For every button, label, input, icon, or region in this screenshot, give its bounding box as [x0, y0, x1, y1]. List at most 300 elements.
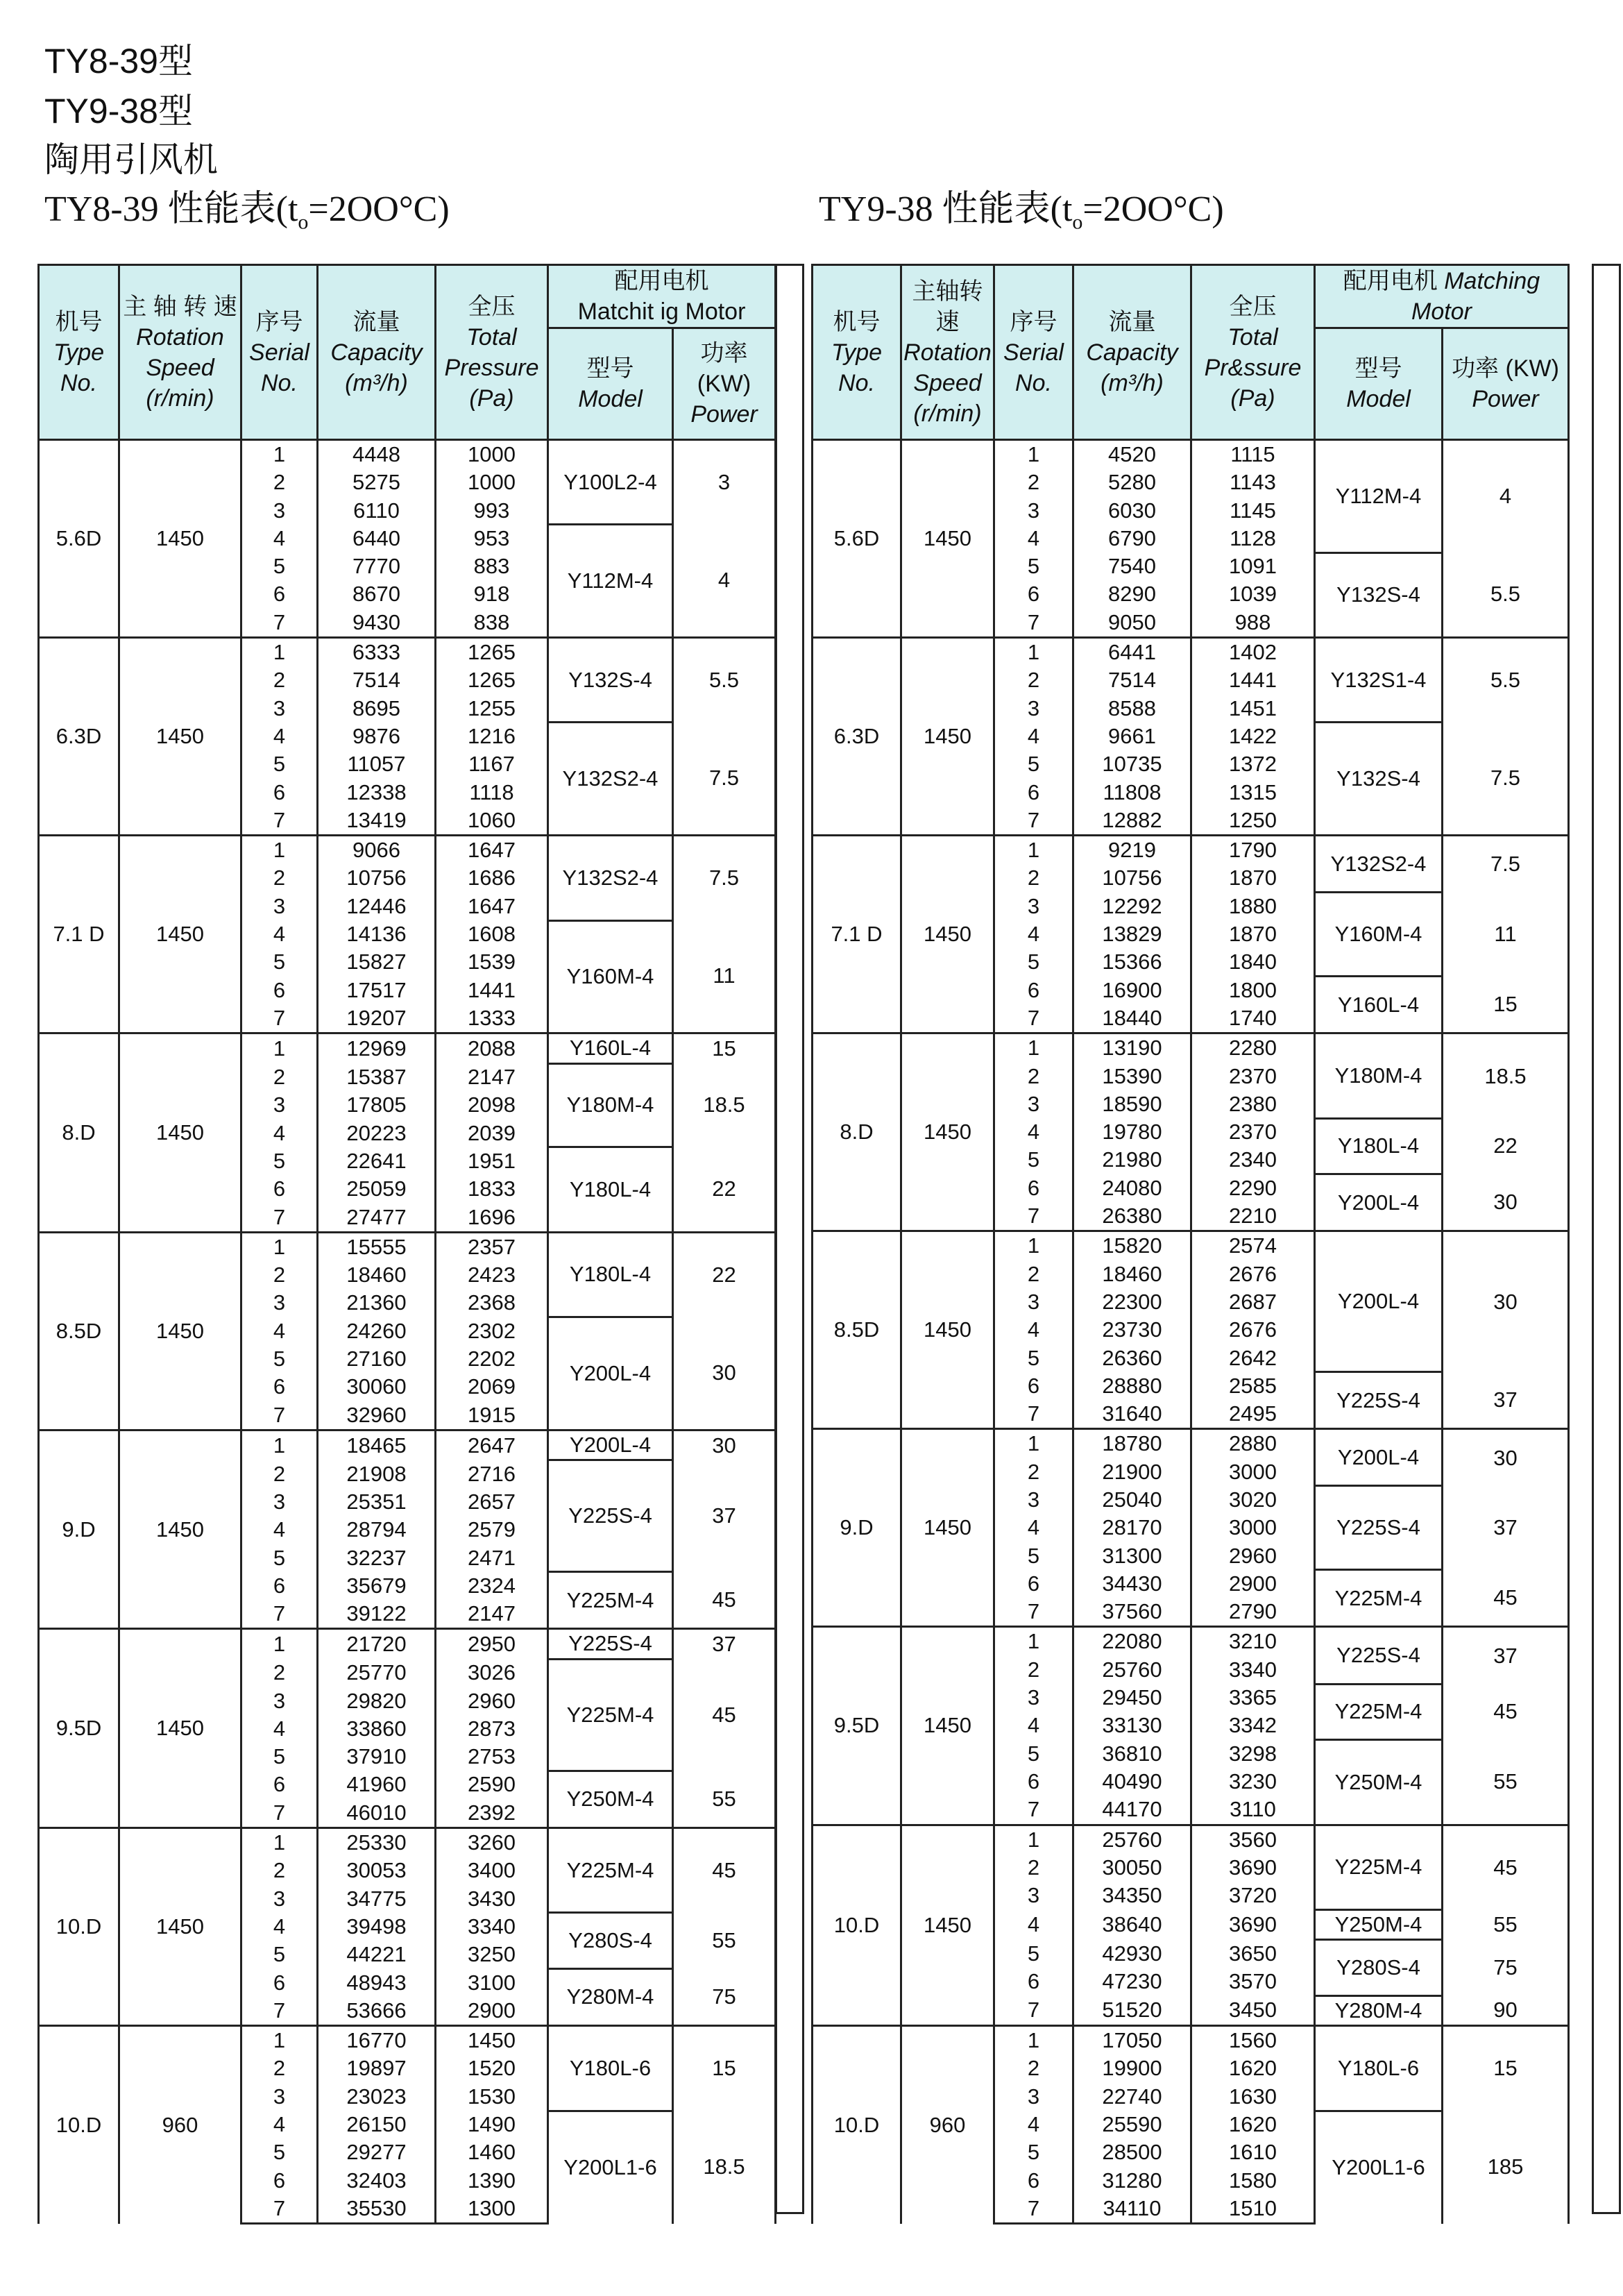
- capacity-cell: 9661: [1073, 723, 1191, 750]
- speed-cell: 960: [901, 2026, 994, 2224]
- pressure-cell: 2585: [1191, 1372, 1315, 1400]
- capacity-cell: 38640: [1073, 1909, 1191, 1939]
- pressure-cell: 2960: [1191, 1542, 1315, 1570]
- serial-cell: 3: [241, 497, 318, 525]
- pressure-cell: 1145: [1191, 497, 1315, 525]
- motor-power-cell: 45: [1443, 1684, 1569, 1740]
- capacity-cell: 18465: [318, 1430, 436, 1460]
- serial-cell: 4: [994, 2111, 1073, 2138]
- motor-power-cell: 75: [673, 1969, 776, 2026]
- title-fan-name: 陶用引风机: [44, 140, 218, 179]
- motor-power-cell: 55: [673, 1913, 776, 1969]
- pressure-cell: 2657: [436, 1488, 548, 1516]
- serial-cell: 1: [241, 1629, 318, 1659]
- capacity-cell: 44221: [318, 1941, 436, 1968]
- type-no-cell: 6.3D: [39, 638, 119, 836]
- capacity-cell: 33860: [318, 1715, 436, 1743]
- pressure-cell: 3020: [1191, 1486, 1315, 1514]
- serial-cell: 1: [241, 1232, 318, 1261]
- pressure-cell: 3690: [1191, 1854, 1315, 1882]
- motor-power-cell: 18.5: [673, 1063, 776, 1147]
- pressure-cell: 1880: [1191, 893, 1315, 920]
- motor-model-cell: Y132S-4: [548, 638, 673, 723]
- motor-power-cell: 7.5: [673, 836, 776, 920]
- capacity-cell: 7770: [318, 552, 436, 580]
- hdr-text: Rotation: [136, 323, 224, 351]
- pressure-cell: 3400: [436, 1857, 548, 1884]
- capacity-cell: 7540: [1073, 552, 1191, 580]
- type-no-cell: 10.D: [39, 1828, 119, 2026]
- capacity-cell: 18460: [1073, 1260, 1191, 1288]
- pressure-cell: 2579: [436, 1516, 548, 1544]
- serial-cell: 1: [994, 638, 1073, 667]
- capacity-cell: 28500: [1073, 2138, 1191, 2166]
- pressure-cell: 3340: [436, 1913, 548, 1941]
- pressure-cell: 1490: [436, 2111, 548, 2138]
- caption-right-prefix: TY9-38 性能表(t: [819, 189, 1073, 229]
- pressure-cell: 3260: [436, 1828, 548, 1857]
- capacity-cell: 37560: [1073, 1598, 1191, 1627]
- serial-cell: 3: [241, 893, 318, 920]
- hdr-text: 主 轴 转 速: [123, 293, 237, 320]
- hdr-text: Pr&ssure: [1204, 354, 1302, 381]
- serial-cell: 1: [241, 1828, 318, 1857]
- type-no-cell: 10.D: [39, 2026, 119, 2224]
- capacity-cell: 11808: [1073, 779, 1191, 807]
- type-no-cell: 6.3D: [813, 638, 901, 836]
- table-spacer-right: [1592, 264, 1621, 2214]
- capacity-cell: 26360: [1073, 1344, 1191, 1372]
- pressure-cell: 1315: [1191, 779, 1315, 807]
- capacity-cell: 30053: [318, 1857, 436, 1884]
- serial-cell: 2: [994, 1656, 1073, 1684]
- capacity-cell: 31280: [1073, 2167, 1191, 2195]
- capacity-cell: 7514: [318, 666, 436, 694]
- pressure-cell: 2900: [436, 1997, 548, 2026]
- hdr-text: No.: [1015, 369, 1052, 396]
- hdr-text: Total: [466, 323, 517, 351]
- pressure-cell: 2302: [436, 1317, 548, 1345]
- type-no-cell: 8.D: [39, 1033, 119, 1233]
- motor-power-cell: 4: [673, 525, 776, 638]
- pressure-cell: 1800: [1191, 977, 1315, 1004]
- motor-model-cell: Y225S-4: [1315, 1372, 1443, 1429]
- pressure-cell: 3720: [1191, 1882, 1315, 1909]
- motor-power-cell: 45: [673, 1828, 776, 1913]
- hdr-text: Type: [53, 339, 105, 366]
- motor-model-cell: Y180L-6: [548, 2026, 673, 2111]
- serial-cell: 6: [241, 580, 318, 608]
- table-spacer-left: [775, 264, 804, 2214]
- col-rotation-speed: [901, 265, 994, 440]
- motor-power-cell: 15: [1443, 977, 1569, 1033]
- capacity-cell: 6030: [1073, 497, 1191, 525]
- capacity-cell: 19207: [318, 1004, 436, 1033]
- caption-right-suffix: =2OO°C): [1082, 189, 1224, 229]
- serial-cell: 7: [241, 1204, 318, 1233]
- motor-power-cell: 5.5: [1443, 638, 1569, 723]
- speed-cell: 960: [119, 2026, 241, 2224]
- capacity-cell: 27477: [318, 1204, 436, 1233]
- pressure-cell: 2324: [436, 1572, 548, 1600]
- hdr-text: 全压: [1229, 293, 1277, 320]
- capacity-cell: 12292: [1073, 893, 1191, 920]
- pressure-cell: 1216: [436, 723, 548, 750]
- serial-cell: 6: [241, 1175, 318, 1203]
- capacity-cell: 18590: [1073, 1090, 1191, 1118]
- pressure-cell: 1451: [1191, 695, 1315, 723]
- capacity-cell: 29820: [318, 1687, 436, 1715]
- serial-cell: 7: [241, 2195, 318, 2224]
- pressure-cell: 3342: [1191, 1712, 1315, 1739]
- capacity-cell: 39122: [318, 1600, 436, 1629]
- pressure-cell: 2590: [436, 1771, 548, 1798]
- serial-cell: 2: [994, 469, 1073, 496]
- table-row: [39, 1828, 776, 1857]
- hdr-text: Model: [1346, 386, 1411, 412]
- serial-cell: 6: [241, 977, 318, 1004]
- hdr-text: Pressure: [444, 354, 539, 381]
- serial-cell: 3: [241, 1885, 318, 1913]
- pressure-cell: 1039: [1191, 580, 1315, 608]
- serial-cell: 4: [994, 723, 1073, 750]
- serial-cell: 2: [994, 864, 1073, 892]
- serial-cell: 1: [994, 1033, 1073, 1063]
- motor-model-cell: Y132S-4: [1315, 723, 1443, 836]
- motor-model-cell: Y132S2-4: [1315, 836, 1443, 893]
- type-no-cell: 10.D: [813, 1825, 901, 2026]
- speed-cell: 1450: [119, 1033, 241, 1233]
- pressure-cell: 883: [436, 552, 548, 580]
- serial-cell: 4: [241, 1516, 318, 1544]
- serial-cell: 2: [994, 1854, 1073, 1882]
- type-no-cell: 8.D: [813, 1033, 901, 1231]
- ty8-39-performance-table: [37, 264, 776, 2225]
- hdr-text: No.: [838, 369, 875, 396]
- serial-cell: 3: [994, 1882, 1073, 1909]
- motor-power-cell: 4: [1443, 440, 1569, 553]
- motor-model-cell: Y180L-4: [1315, 1118, 1443, 1174]
- serial-cell: 1: [241, 440, 318, 469]
- capacity-cell: 41960: [318, 1771, 436, 1798]
- motor-model-cell: Y132S2-4: [548, 723, 673, 836]
- hdr-text: 型号: [1354, 355, 1402, 382]
- capacity-cell: 28170: [1073, 1514, 1191, 1542]
- speed-cell: 1450: [901, 1429, 994, 1627]
- pressure-cell: 3365: [1191, 1684, 1315, 1712]
- motor-power-cell: 45: [1443, 1825, 1569, 1909]
- serial-cell: 1: [241, 1430, 318, 1460]
- motor-power-cell: 37: [1443, 1627, 1569, 1684]
- capacity-cell: 51520: [1073, 1995, 1191, 2025]
- serial-cell: 1: [241, 2026, 318, 2055]
- pressure-cell: 1091: [1191, 552, 1315, 580]
- motor-power-cell: 37: [673, 1460, 776, 1572]
- serial-cell: 1: [994, 1231, 1073, 1260]
- type-no-cell: 9.5D: [813, 1627, 901, 1825]
- pressure-cell: 2210: [1191, 1202, 1315, 1231]
- speed-cell: 1450: [901, 1033, 994, 1231]
- type-no-cell: 7.1 D: [39, 836, 119, 1033]
- serial-cell: 7: [994, 1202, 1073, 1231]
- serial-cell: 2: [994, 666, 1073, 694]
- pressure-cell: 1833: [436, 1175, 548, 1203]
- hdr-text: 主轴转速: [912, 278, 983, 335]
- pressure-cell: 1118: [436, 779, 548, 807]
- pressure-cell: 2423: [436, 1261, 548, 1289]
- serial-cell: 7: [241, 1401, 318, 1430]
- hdr-text: 功率(KW): [697, 340, 751, 397]
- serial-cell: 1: [994, 2026, 1073, 2055]
- serial-cell: 7: [241, 609, 318, 638]
- speed-cell: 1450: [901, 1627, 994, 1825]
- motor-model-cell: Y225S-4: [548, 1629, 673, 1659]
- serial-cell: 5: [994, 750, 1073, 778]
- pressure-cell: 1333: [436, 1004, 548, 1033]
- hdr-text: Type: [831, 339, 883, 366]
- capacity-cell: 15827: [318, 948, 436, 976]
- motor-model-cell: Y225M-4: [548, 1572, 673, 1629]
- pressure-cell: 2495: [1191, 1400, 1315, 1429]
- pressure-cell: 3650: [1191, 1940, 1315, 1968]
- capacity-cell: 28880: [1073, 1372, 1191, 1400]
- serial-cell: 3: [241, 695, 318, 723]
- motor-model-cell: Y200L-4: [1315, 1174, 1443, 1231]
- serial-cell: 3: [241, 1488, 318, 1516]
- pressure-cell: 2676: [1191, 1260, 1315, 1288]
- serial-cell: 4: [241, 723, 318, 750]
- pressure-cell: 3340: [1191, 1656, 1315, 1684]
- pressure-cell: 1840: [1191, 948, 1315, 976]
- motor-model-cell: Y200L1-6: [548, 2111, 673, 2224]
- pressure-cell: 1686: [436, 864, 548, 892]
- motor-model-cell: Y250M-4: [1315, 1909, 1443, 1939]
- capacity-cell: 12969: [318, 1033, 436, 1063]
- capacity-cell: 8588: [1073, 695, 1191, 723]
- type-no-cell: 8.5D: [813, 1231, 901, 1429]
- capacity-cell: 47230: [1073, 1968, 1191, 1995]
- serial-cell: 3: [994, 1486, 1073, 1514]
- capacity-cell: 6333: [318, 638, 436, 667]
- capacity-cell: 19897: [318, 2054, 436, 2082]
- capacity-cell: 6440: [318, 525, 436, 552]
- pressure-cell: 988: [1191, 609, 1315, 638]
- pressure-cell: 2950: [436, 1629, 548, 1659]
- capacity-cell: 23730: [1073, 1316, 1191, 1344]
- hdr-text: Serial: [249, 339, 309, 366]
- pressure-cell: 1647: [436, 893, 548, 920]
- pressure-cell: 3230: [1191, 1768, 1315, 1796]
- pressure-cell: 1265: [436, 638, 548, 667]
- motor-model-cell: Y225S-4: [548, 1460, 673, 1572]
- motor-power-cell: 5.5: [673, 638, 776, 723]
- serial-cell: 3: [994, 695, 1073, 723]
- motor-model-cell: Y180M-4: [1315, 1033, 1443, 1118]
- capacity-cell: 15820: [1073, 1231, 1191, 1260]
- serial-cell: 7: [241, 1004, 318, 1033]
- pressure-cell: 1608: [436, 920, 548, 948]
- capacity-cell: 34775: [318, 1885, 436, 1913]
- pressure-cell: 1255: [436, 695, 548, 723]
- pressure-cell: 1265: [436, 666, 548, 694]
- col-type-no: [813, 265, 901, 440]
- speed-cell: 1450: [901, 836, 994, 1033]
- caption-left: [44, 187, 450, 244]
- motor-model-cell: Y100L2-4: [548, 440, 673, 525]
- motor-power-cell: 45: [673, 1659, 776, 1771]
- col-serial-no: [241, 265, 318, 440]
- pressure-cell: 1630: [1191, 2083, 1315, 2111]
- hdr-text: 配用电机: [1343, 268, 1438, 294]
- pressure-cell: 1450: [436, 2026, 548, 2055]
- serial-cell: 3: [994, 1288, 1073, 1316]
- capacity-cell: 24080: [1073, 1174, 1191, 1202]
- serial-cell: 2: [241, 1857, 318, 1884]
- pressure-cell: 1620: [1191, 2054, 1315, 2082]
- pressure-cell: 3110: [1191, 1796, 1315, 1825]
- capacity-cell: 34110: [1073, 2195, 1191, 2224]
- caption-right: [819, 187, 1224, 244]
- pressure-cell: 838: [436, 609, 548, 638]
- ty9-38-performance-table: [811, 264, 1570, 2225]
- motor-model-cell: Y180L-4: [548, 1147, 673, 1232]
- capacity-cell: 18440: [1073, 1004, 1191, 1033]
- capacity-cell: 21720: [318, 1629, 436, 1659]
- capacity-cell: 25059: [318, 1175, 436, 1203]
- capacity-cell: 21360: [318, 1289, 436, 1317]
- motor-model-cell: Y200L-4: [548, 1317, 673, 1430]
- col-matching-motor: [548, 265, 776, 328]
- pressure-cell: 1740: [1191, 1004, 1315, 1033]
- pressure-cell: 1441: [436, 977, 548, 1004]
- serial-cell: 4: [994, 1118, 1073, 1146]
- serial-cell: 4: [994, 1909, 1073, 1939]
- motor-model-cell: Y225M-4: [548, 1828, 673, 1913]
- motor-power-cell: 37: [673, 1629, 776, 1659]
- pressure-cell: 2873: [436, 1715, 548, 1743]
- serial-cell: 3: [241, 1687, 318, 1715]
- serial-cell: 1: [994, 440, 1073, 469]
- serial-cell: 3: [994, 1090, 1073, 1118]
- capacity-cell: 11057: [318, 750, 436, 778]
- pressure-cell: 2642: [1191, 1344, 1315, 1372]
- serial-cell: 2: [241, 469, 318, 496]
- serial-cell: 6: [994, 1372, 1073, 1400]
- capacity-cell: 15387: [318, 1063, 436, 1091]
- pressure-cell: 2370: [1191, 1063, 1315, 1090]
- col-motor-power: [1443, 328, 1569, 440]
- serial-cell: 3: [994, 2083, 1073, 2111]
- motor-model-cell: Y200L-4: [1315, 1429, 1443, 1486]
- capacity-cell: 17805: [318, 1091, 436, 1119]
- hdr-text: 流量: [352, 308, 400, 335]
- motor-model-cell: Y132S-4: [1315, 552, 1443, 637]
- capacity-cell: 13190: [1073, 1033, 1191, 1063]
- motor-power-cell: 11: [673, 920, 776, 1033]
- pressure-cell: 2368: [436, 1289, 548, 1317]
- serial-cell: 3: [994, 1684, 1073, 1712]
- serial-cell: 4: [241, 920, 318, 948]
- motor-model-cell: Y112M-4: [548, 525, 673, 638]
- pressure-cell: 1000: [436, 469, 548, 496]
- hdr-text: Speed: [913, 369, 982, 396]
- serial-cell: 2: [994, 2054, 1073, 2082]
- table-row: [39, 638, 776, 667]
- table-row: [39, 1232, 776, 1261]
- pressure-cell: 1510: [1191, 2195, 1315, 2224]
- speed-cell: 1450: [901, 1825, 994, 2026]
- motor-model-cell: Y250M-4: [548, 1771, 673, 1827]
- table-row: [813, 1627, 1569, 1656]
- pressure-cell: 3210: [1191, 1627, 1315, 1656]
- pressure-cell: 1539: [436, 948, 548, 976]
- capacity-cell: 4520: [1073, 440, 1191, 469]
- hdr-text: Capacity: [1086, 339, 1178, 366]
- motor-power-cell: 7.5: [1443, 836, 1569, 893]
- capacity-cell: 22641: [318, 1147, 436, 1175]
- hdr-text: 功率 (KW): [1452, 355, 1559, 382]
- serial-cell: 5: [241, 552, 318, 580]
- pressure-cell: 2676: [1191, 1316, 1315, 1344]
- capacity-cell: 30050: [1073, 1854, 1191, 1882]
- table-row: [39, 1629, 776, 1659]
- capacity-cell: 8290: [1073, 580, 1191, 608]
- type-no-cell: 9.5D: [39, 1629, 119, 1828]
- col-serial-no: [994, 265, 1073, 440]
- capacity-cell: 15390: [1073, 1063, 1191, 1090]
- serial-cell: 6: [241, 779, 318, 807]
- hdr-text: 型号: [586, 355, 634, 382]
- capacity-cell: 17517: [318, 977, 436, 1004]
- pressure-cell: 2290: [1191, 1174, 1315, 1202]
- capacity-cell: 31640: [1073, 1400, 1191, 1429]
- capacity-cell: 48943: [318, 1969, 436, 1997]
- motor-power-cell: 90: [1443, 1995, 1569, 2025]
- pressure-cell: 2069: [436, 1373, 548, 1401]
- capacity-cell: 40490: [1073, 1768, 1191, 1796]
- capacity-cell: 6110: [318, 497, 436, 525]
- capacity-cell: 46010: [318, 1799, 436, 1828]
- hdr-text: 机号: [833, 308, 881, 335]
- capacity-cell: 5275: [318, 469, 436, 496]
- col-motor-model: [548, 328, 673, 440]
- serial-cell: 2: [241, 2054, 318, 2082]
- serial-cell: 5: [241, 1345, 318, 1373]
- type-no-cell: 7.1 D: [813, 836, 901, 1033]
- pressure-cell: 2147: [436, 1600, 548, 1629]
- capacity-cell: 15555: [318, 1232, 436, 1261]
- col-matching-motor: [1315, 265, 1569, 328]
- hdr-text: Motor: [1411, 298, 1472, 325]
- serial-cell: 5: [241, 948, 318, 976]
- serial-cell: 7: [994, 2195, 1073, 2224]
- motor-power-cell: 3: [673, 440, 776, 525]
- serial-cell: 5: [241, 1743, 318, 1771]
- serial-cell: 6: [994, 1570, 1073, 1598]
- pressure-cell: 2392: [436, 1799, 548, 1828]
- serial-cell: 5: [994, 1344, 1073, 1372]
- capacity-cell: 29450: [1073, 1684, 1191, 1712]
- hdr-text: (Pa): [1230, 385, 1275, 412]
- pressure-cell: 2380: [1191, 1090, 1315, 1118]
- motor-power-cell: 185: [1443, 2111, 1569, 2224]
- serial-cell: 2: [241, 666, 318, 694]
- pressure-cell: 1870: [1191, 920, 1315, 948]
- pressure-cell: 2098: [436, 1091, 548, 1119]
- serial-cell: 5: [241, 1941, 318, 1968]
- motor-power-cell: 45: [673, 1572, 776, 1629]
- speed-cell: 1450: [119, 836, 241, 1033]
